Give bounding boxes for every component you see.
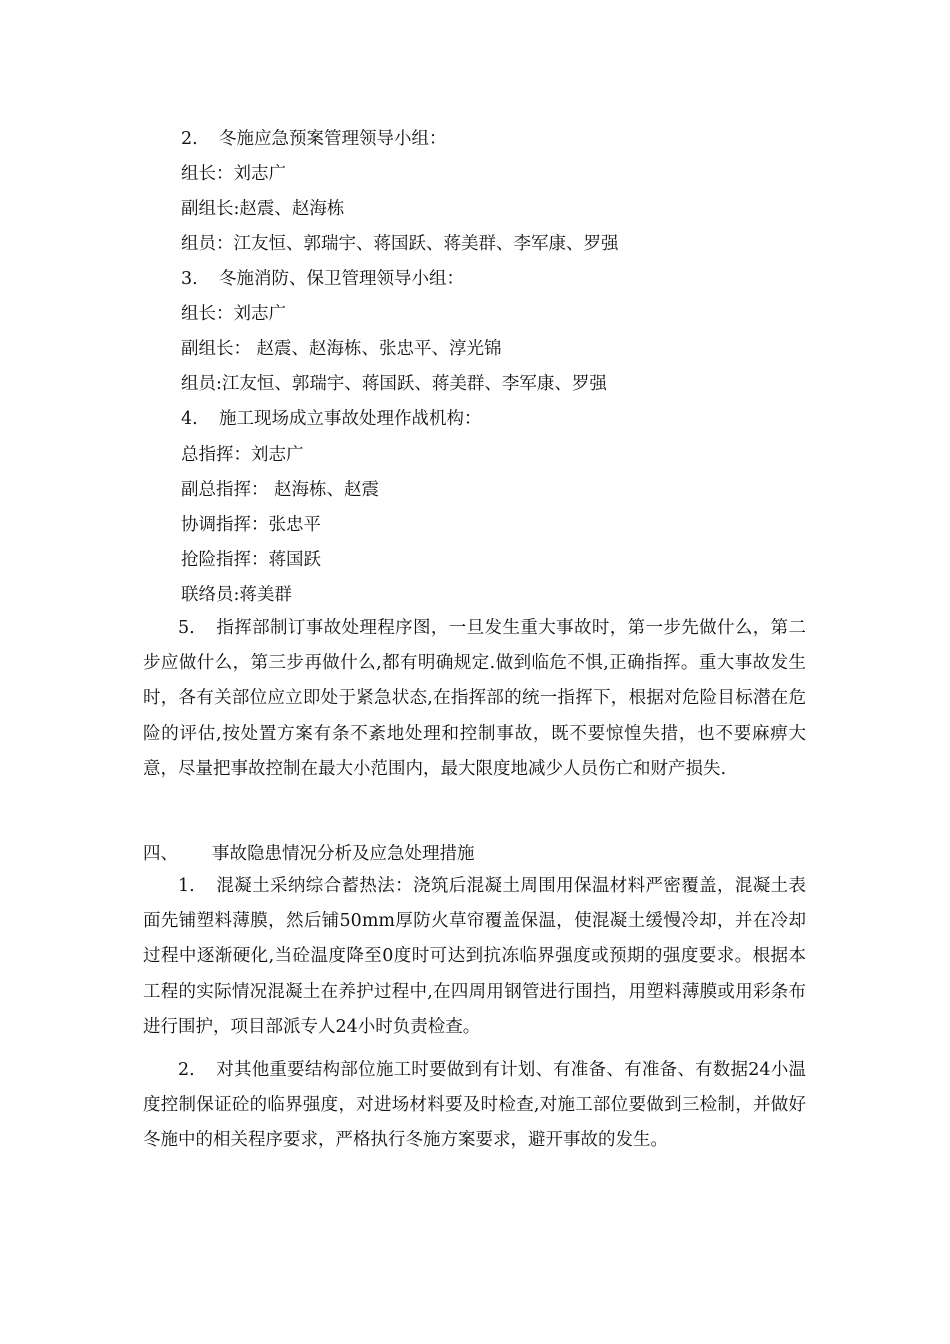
item-text: 总指挥：刘志广 (181, 445, 304, 465)
item-text: 副组长:赵震、赵海栋 (181, 199, 345, 219)
paragraph-5 (143, 611, 806, 787)
item-number: 4. (181, 409, 198, 429)
item-text: 组长：刘志广 (181, 164, 286, 184)
paragraph-text: 对其他重要结构部位施工时要做到有计划、有准备、有准备、有数据24小温度控制保证砼的临界强度，对进场材料要及时检查,对施工部位要做到三检制，并做好冬施中的相关程序要求，严格执行冬施方案要求，避开事故的发生。 (143, 1060, 806, 1151)
item-text: 副总指挥： 赵海栋、赵震 (181, 480, 380, 500)
item-text: 组长：刘志广 (181, 304, 286, 324)
item-text: 冬施消防、保卫管理领导小组： (219, 269, 464, 289)
paragraph-measure-1 (143, 869, 806, 1045)
section-number: 四、 (143, 844, 178, 864)
paragraph-number: 5. (178, 618, 195, 638)
paragraph-number: 2. (178, 1060, 195, 1080)
paragraph-number: 1. (178, 876, 195, 896)
item-text: 冬施应急预案管理领导小组： (219, 129, 447, 149)
item-text: 组员:江友恒、郭瑞宇、蒋国跃、蒋美群、李军康、罗强 (181, 374, 607, 394)
item-text: 抢险指挥：蒋国跃 (181, 550, 321, 570)
item-text: 协调指挥：张忠平 (181, 515, 321, 535)
item-text: 组员：江友恒、郭瑞宇、蒋国跃、蒋美群、李军康、罗强 (181, 234, 619, 254)
paragraph-text: 混凝土采纳综合蓄热法：浇筑后混凝土周围用保温材料严密覆盖，混凝土表面先铺塑料薄膜，然后铺50mm厚防火草帘覆盖保温，使混凝土缓慢冷却，并在冷却过程中逐渐硬化,当砼温度降至0度时可达到抗冻临界强度或预期的强度要求。根据本工程的实际情况混凝土在养护过程中,在四周用钢管进行围挡，用塑料薄膜或用彩条布进行围护，项目部派专人24小时负责检查。 (143, 876, 806, 1037)
item-text: 联络员:蒋美群 (181, 585, 292, 605)
item-text: 副组长： 赵震、赵海栋、张忠平、淳光锦 (181, 339, 502, 359)
paragraph-measure-2 (143, 1053, 806, 1159)
item-number: 2. (181, 129, 198, 149)
item-number: 3. (181, 269, 198, 289)
item-text: 施工现场成立事故处理作战机构： (219, 409, 482, 429)
paragraph-text: 指挥部制订事故处理程序图，一旦发生重大事故时，第一步先做什么，第二步应做什么，第三步再做什么,都有明确规定.做到临危不惧,正确指挥。重大事故发生时，各有关部位应立即处于紧急状态,在指挥部的统一指挥下，根据对危险目标潜在危险的评估,按处置方案有条不紊地处理和控制事故，既不要惊惶失措，也不要麻痹大意，尽量把事故控制在最大小范围内，最大限度地减少人员伤亡和财产损失. (143, 618, 806, 779)
section-title: 事故隐患情况分析及应急处理措施 (212, 844, 475, 864)
